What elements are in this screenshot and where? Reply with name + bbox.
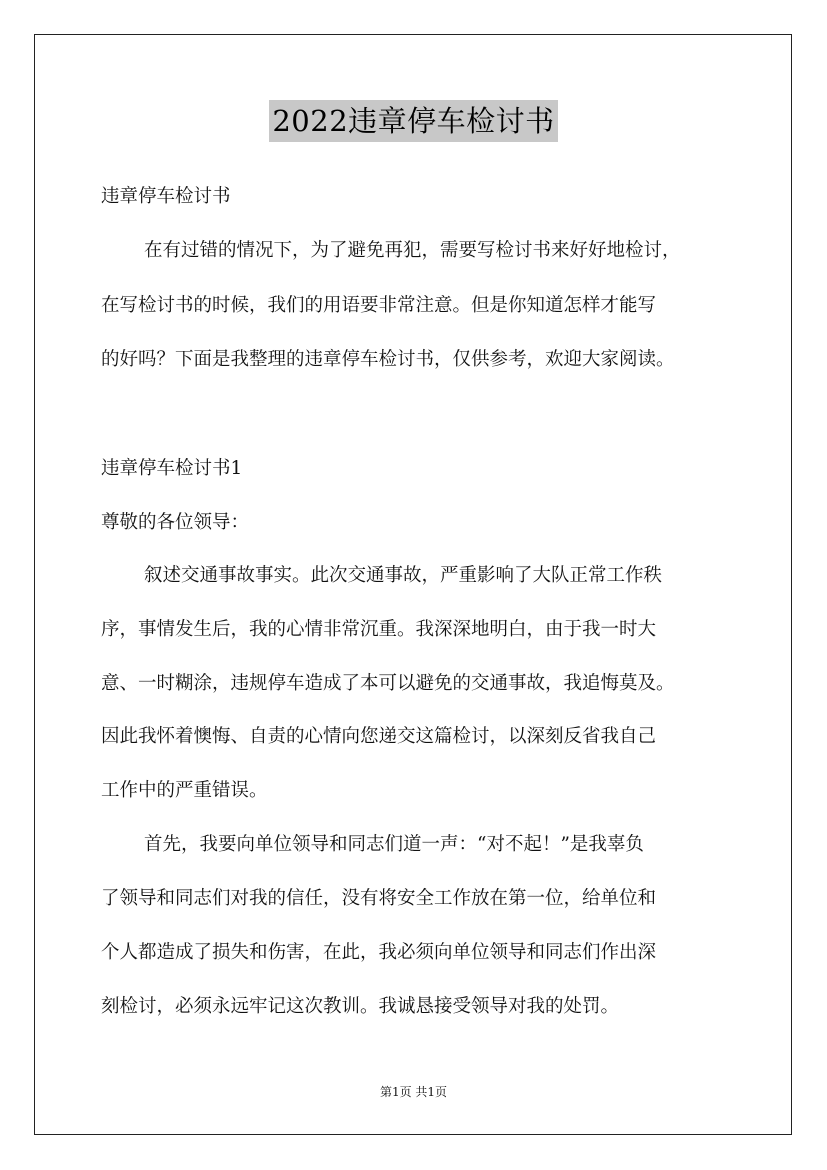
intro-line: 的好吗？下面是我整理的违章停车检讨书，仅供参考，欢迎大家阅读。	[101, 349, 675, 370]
paragraph-line: 了领导和同志们对我的信任，没有将安全工作放在第一位，给单位和	[101, 888, 657, 909]
paragraph-line: 个人都造成了损失和伤害，在此，我必须向单位领导和同志们作出深	[101, 942, 657, 963]
title-area	[0, 100, 827, 142]
paragraph-line: 序，事情发生后，我的心情非常沉重。我深深地明白，由于我一时大	[101, 619, 657, 640]
paragraph-line: 刻检讨，必须永远牢记这次教训。我诚恳接受领导对我的处罚。	[101, 996, 620, 1017]
intro-line: 在写检讨书的时候，我们的用语要非常注意。但是你知道怎样才能写	[101, 295, 657, 316]
document-subtitle: 违章停车检讨书	[101, 186, 231, 207]
intro-line: 在有过错的情况下，为了避免再犯，需要写检讨书来好好地检讨，	[144, 240, 681, 261]
paragraph-line: 意、一时糊涂，违规停车造成了本可以避免的交通事故，我追悔莫及。	[101, 673, 675, 694]
document-title: 2022违章停车检讨书	[269, 100, 557, 142]
page-footer: 第1页 共1页	[379, 1085, 448, 1099]
salutation: 尊敬的各位领导：	[101, 512, 250, 533]
paragraph-line: 因此我怀着懊悔、自责的心情向您递交这篇检讨，以深刻反省我自己	[101, 726, 657, 747]
paragraph-line: 首先，我要向单位领导和同志们道一声：“对不起！”是我辜负	[144, 834, 644, 855]
paragraph-line: 工作中的严重错误。	[101, 780, 268, 801]
paragraph-line: 叙述交通事故事实。此次交通事故，严重影响了大队正常工作秩	[144, 565, 663, 586]
section-title: 违章停车检讨书1	[101, 458, 243, 479]
